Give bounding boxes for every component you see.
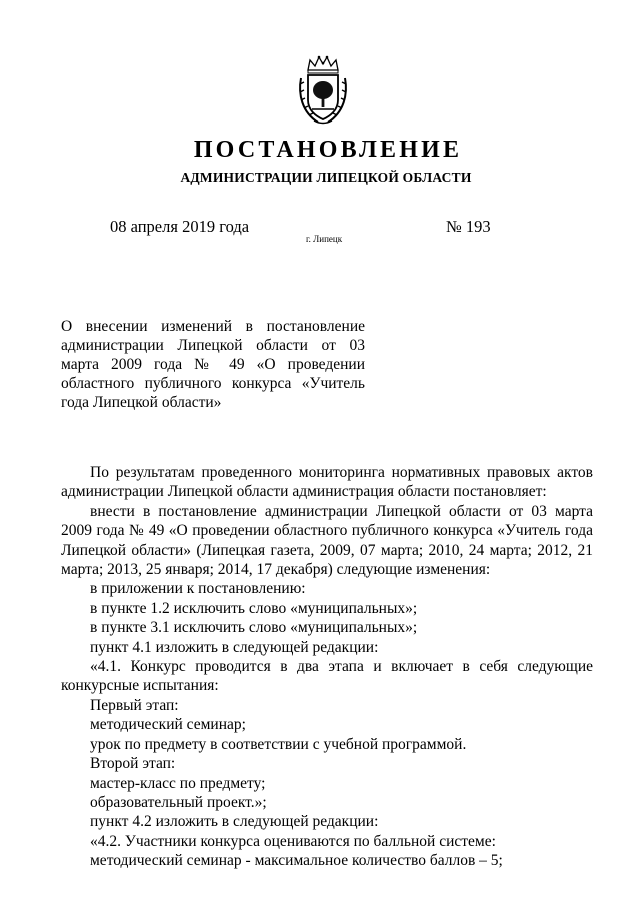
document-subject: О внесении изменений в постановление администрации Липецкой области от 03 марта 2009 года № 49 «О проведении областного публичного конкурса «Учитель года Липецкой области»	[61, 318, 365, 411]
paragraph: методический семинар;	[90, 716, 246, 734]
paragraph: в пункте 3.1 исключить слово «муниципальных»;	[90, 619, 418, 637]
paragraph-intro: По результатам проведенного мониторинга нормативных правовых актов администрации Липецкой области администрация области постановляет:	[61, 464, 593, 501]
document-city: г. Липецк	[306, 234, 343, 244]
paragraph: «4.1. Конкурс проводится в два этапа и включает в себя следующие конкурсные испытания:	[61, 658, 593, 695]
paragraph: пункт 4.2 изложить в следующей редакции:	[90, 813, 379, 831]
document-title: ПОСТАНОВЛЕНИЕ	[193, 137, 463, 163]
paragraph: в пункте 1.2 исключить слово «муниципальных»;	[90, 599, 418, 617]
coat-of-arms-icon	[296, 54, 350, 126]
document-number: № 193	[446, 217, 491, 236]
document-date: 08 апреля 2019 года	[110, 217, 250, 236]
document-body	[61, 463, 593, 871]
paragraph: в приложении к постановлению:	[90, 580, 306, 598]
paragraph: Второй этап:	[90, 755, 176, 773]
paragraph: Первый этап:	[90, 696, 179, 714]
issuing-authority: АДМИНИСТРАЦИИ ЛИПЕЦКОЙ ОБЛАСТИ	[180, 170, 472, 185]
paragraph-amendment: внести в постановление администрации Липецкой области от 03 марта 2009 года № 49 «О проведении областного публичного конкурса «Учитель года Липецкой области» (Липецкая газета, 2009, 07 марта; 2010, 24 марта; 2012, 21 марта; 2013, 25 января; 2014, 17 декабря) следующие изменения:	[61, 502, 593, 579]
paragraph: урок по предмету в соответствии с учебной программой.	[90, 735, 467, 753]
paragraph: мастер-класс по предмету;	[90, 774, 266, 792]
paragraph: образовательный проект.»;	[90, 793, 267, 811]
paragraph: «4.2. Участники конкурса оцениваются по балльной системе:	[90, 832, 496, 850]
paragraph: методический семинар - максимальное количество баллов – 5;	[90, 852, 503, 870]
paragraph: пункт 4.1 изложить в следующей редакции:	[90, 638, 379, 656]
